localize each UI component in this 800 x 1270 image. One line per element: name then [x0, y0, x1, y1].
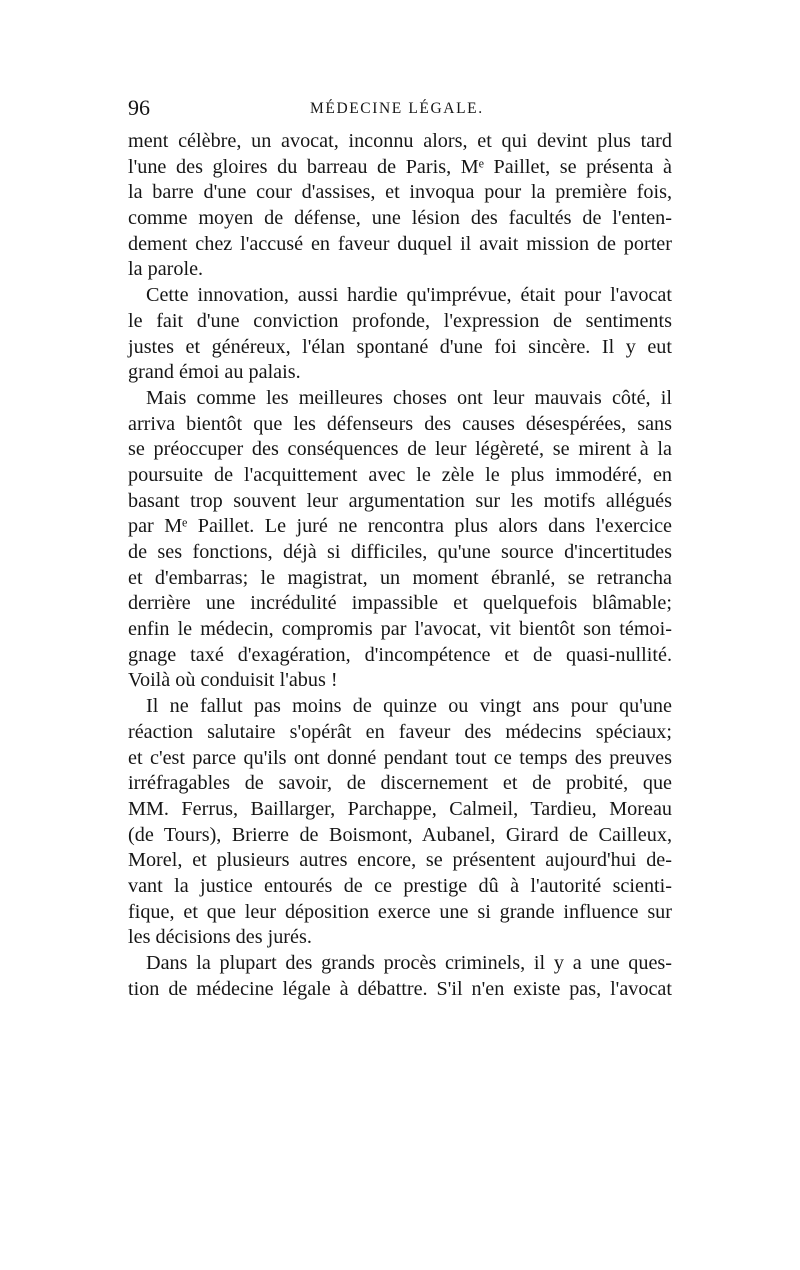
text-line: tion de médecine légale à débattre. S'il n'en existe pas, l'avocat — [128, 977, 672, 1000]
text-line: MM. Ferrus, Baillarger, Parchappe, Calmeil, Tardieu, Moreau — [128, 797, 672, 820]
text-line: enfin le médecin, compromis par l'avocat, vit bientôt son témoi- — [128, 618, 672, 641]
text-line: justes et généreux, l'élan spontané d'une foi sincère. Il y eut — [128, 335, 672, 358]
text-line: vant la justice entourés de ce prestige dû à l'autorité scienti- — [128, 874, 672, 897]
text-line: basant trop souvent leur argumentation sur les motifs allégués — [128, 489, 672, 512]
text-line: derrière une incrédulité impassible et quelquefois blâmable; — [128, 592, 672, 615]
text-line: comme moyen de défense, une lésion des facultés de l'enten- — [128, 207, 672, 230]
paragraph-first-line: Il ne fallut pas moins de quinze ou vingt ans pour qu'une — [146, 695, 672, 718]
text-line: ment célèbre, un avocat, inconnu alors, et qui devint plus tard — [128, 130, 672, 152]
text-line: gnage taxé d'exagération, d'incompétence et de quasi-nullité. — [128, 643, 672, 666]
body-text — [128, 129, 672, 1002]
text-line: de ses fonctions, déjà si difficiles, qu'une source d'incertitudes — [128, 541, 672, 563]
text-line: se préoccuper des conséquences de leur légèreté, se mirent à la — [128, 438, 672, 461]
text-line: dement chez l'accusé en faveur duquel il avait mission de porter — [128, 232, 672, 255]
text-line: et c'est parce qu'ils ont donné pendant tout ce temps des preuves — [128, 746, 672, 769]
running-title: MÉDECINE LÉGALE. — [310, 100, 484, 117]
paragraph-first-line: Cette innovation, aussi hardie qu'imprévue, était pour l'avocat — [146, 284, 672, 307]
text-line: poursuite de l'acquittement avec le zèle le plus immodéré, en — [128, 463, 672, 486]
paragraph-first-line: Mais comme les meilleures choses ont leur mauvais côté, il — [146, 386, 672, 409]
text-line: irréfragables de savoir, de discernement et de probité, que — [128, 772, 672, 795]
text-line: fique, et que leur déposition exerce une si grande influence sur — [128, 900, 672, 923]
text-line: l'une des gloires du barreau de Paris, Mᵉ Paillet, se présenta à — [128, 155, 672, 178]
text-line: la barre d'une cour d'assises, et invoqua pour la première fois, — [128, 181, 672, 204]
text-line: Morel, et plusieurs autres encore, se présentent aujourd'hui de- — [128, 849, 672, 872]
text-line: et d'embarras; le magistrat, un moment ébranlé, se retrancha — [128, 566, 672, 589]
text-line: réaction salutaire s'opérât en faveur des médecins spéciaux; — [128, 720, 672, 743]
paragraph-first-line: Dans la plupart des grands procès criminels, il y a une ques- — [146, 952, 672, 974]
text-line: arriva bientôt que les défenseurs des causes désespérées, sans — [128, 412, 672, 435]
text-line: les décisions des jurés. — [128, 926, 312, 949]
page-header — [128, 96, 678, 120]
text-line: la parole. — [128, 258, 204, 281]
text-line: par Mᵉ Paillet. Le juré ne rencontra plus alors dans l'exercice — [128, 515, 672, 538]
text-line: Voilà où conduisit l'abus ! — [128, 669, 338, 692]
page-number: 96 — [128, 95, 150, 120]
text-line: grand émoi au palais. — [128, 361, 301, 384]
text-line: le fait d'une conviction profonde, l'expression de sentiments — [128, 309, 672, 332]
text-line: (de Tours), Brierre de Boismont, Aubanel, Girard de Cailleux, — [128, 823, 672, 846]
